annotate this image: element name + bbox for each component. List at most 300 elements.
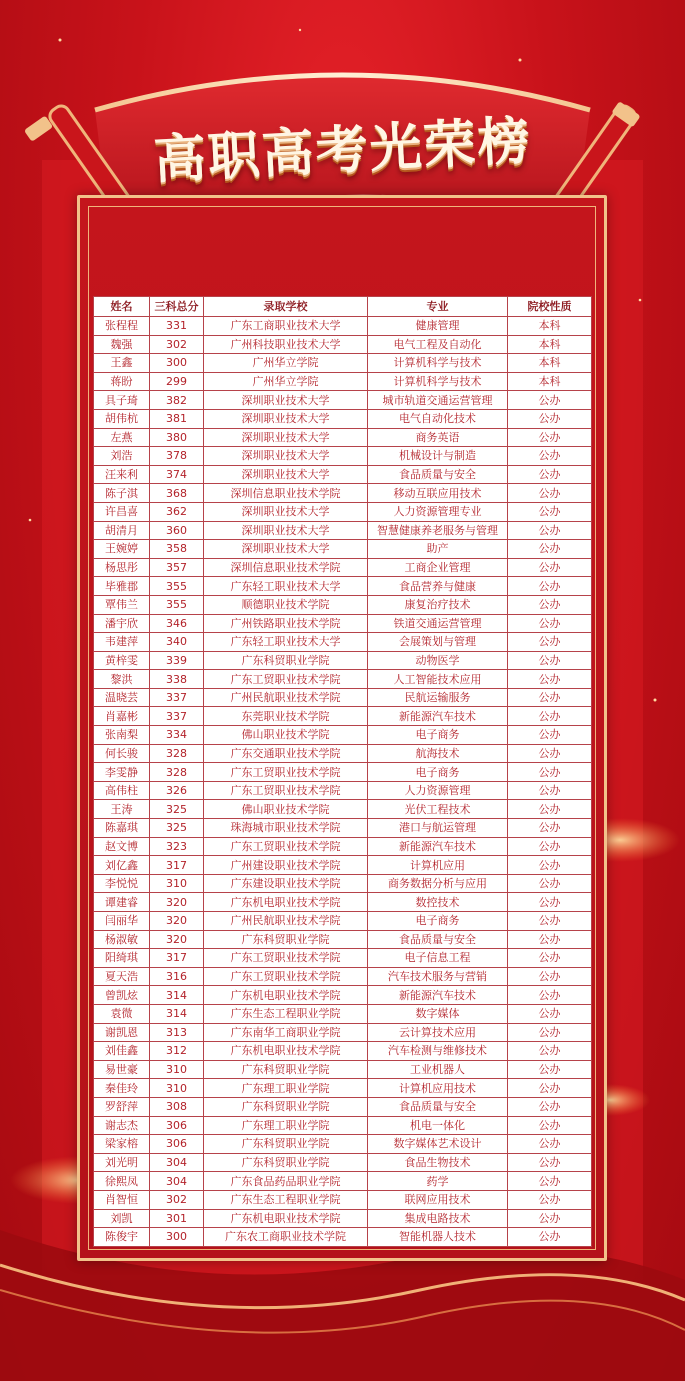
cell-major: 联网应用技术	[368, 1190, 508, 1209]
cell-school: 广州华立学院	[204, 354, 368, 373]
table-row	[94, 949, 592, 968]
cell-school-type: 公办	[508, 1116, 592, 1135]
cell-school-type: 公办	[508, 1135, 592, 1154]
cell-score: 325	[150, 800, 204, 819]
cell-school-type: 公办	[508, 763, 592, 782]
cell-major: 智慧健康养老服务与管理	[368, 521, 508, 540]
cell-school: 广东机电职业技术学院	[204, 986, 368, 1005]
cell-school-type: 公办	[508, 856, 592, 875]
cell-school-type: 公办	[508, 614, 592, 633]
table-row	[94, 912, 592, 931]
table-row	[94, 372, 592, 391]
honor-table-container	[93, 296, 591, 1247]
table-row	[94, 614, 592, 633]
cell-name: 谭建睿	[94, 893, 150, 912]
table-row	[94, 763, 592, 782]
cell-score: 338	[150, 670, 204, 689]
cell-name: 左燕	[94, 428, 150, 447]
cell-name: 袁微	[94, 1004, 150, 1023]
cell-school-type: 公办	[508, 558, 592, 577]
cell-major: 计算机应用	[368, 856, 508, 875]
cell-school: 广东机电职业技术学院	[204, 893, 368, 912]
cell-school-type: 公办	[508, 651, 592, 670]
cell-school: 广州民航职业技术学院	[204, 688, 368, 707]
cell-score: 300	[150, 1228, 204, 1247]
cell-school: 广东科贸职业学院	[204, 1153, 368, 1172]
table-row	[94, 595, 592, 614]
cell-name: 韦建萍	[94, 633, 150, 652]
table-row	[94, 447, 592, 466]
cell-major: 港口与航运管理	[368, 819, 508, 838]
cell-school-type: 公办	[508, 1228, 592, 1247]
cell-name: 赵文博	[94, 837, 150, 856]
cell-name: 杨思彤	[94, 558, 150, 577]
cell-name: 覃伟兰	[94, 595, 150, 614]
cell-score: 337	[150, 688, 204, 707]
cell-score: 382	[150, 391, 204, 410]
cell-name: 毕雅郡	[94, 577, 150, 596]
cell-score: 381	[150, 409, 204, 428]
cell-school-type: 公办	[508, 707, 592, 726]
cell-name: 刘凯	[94, 1209, 150, 1228]
cell-school-type: 公办	[508, 874, 592, 893]
cell-major: 新能源汽车技术	[368, 837, 508, 856]
cell-score: 357	[150, 558, 204, 577]
cell-school-type: 公办	[508, 967, 592, 986]
cell-major: 新能源汽车技术	[368, 707, 508, 726]
cell-school-type: 公办	[508, 800, 592, 819]
cell-school-type: 公办	[508, 1190, 592, 1209]
cell-name: 徐熙凤	[94, 1172, 150, 1191]
cell-school-type: 公办	[508, 1042, 592, 1061]
table-row	[94, 781, 592, 800]
cell-major: 数字媒体艺术设计	[368, 1135, 508, 1154]
cell-school-type: 公办	[508, 447, 592, 466]
cell-name: 杨淑敏	[94, 930, 150, 949]
cell-school: 广州建设职业技术学院	[204, 856, 368, 875]
cell-major: 食品质量与安全	[368, 930, 508, 949]
table-row	[94, 354, 592, 373]
header-name: 姓名	[94, 297, 150, 317]
cell-major: 康复治疗技术	[368, 595, 508, 614]
table-row	[94, 633, 592, 652]
cell-school-type: 公办	[508, 1079, 592, 1098]
cell-school: 广东交通职业技术学院	[204, 744, 368, 763]
cell-score: 320	[150, 912, 204, 931]
cell-major: 移动互联应用技术	[368, 484, 508, 503]
table-row	[94, 707, 592, 726]
cell-score: 378	[150, 447, 204, 466]
cell-school: 广东工贸职业技术学院	[204, 949, 368, 968]
cell-score: 360	[150, 521, 204, 540]
cell-school: 广东科贸职业学院	[204, 930, 368, 949]
cell-school: 深圳信息职业技术学院	[204, 558, 368, 577]
table-row	[94, 1042, 592, 1061]
table-row	[94, 986, 592, 1005]
cell-school: 广东轻工职业技术大学	[204, 577, 368, 596]
cell-score: 328	[150, 744, 204, 763]
cell-score: 304	[150, 1153, 204, 1172]
cell-school-type: 本科	[508, 372, 592, 391]
cell-score: 310	[150, 874, 204, 893]
cell-score: 325	[150, 819, 204, 838]
cell-score: 317	[150, 949, 204, 968]
cell-school: 广州科技职业技术大学	[204, 335, 368, 354]
cell-school: 广东生态工程职业学院	[204, 1004, 368, 1023]
table-row	[94, 428, 592, 447]
cell-name: 蒋盼	[94, 372, 150, 391]
cell-school: 广东工贸职业技术学院	[204, 781, 368, 800]
cell-major: 电子商务	[368, 763, 508, 782]
cell-school: 深圳职业技术大学	[204, 465, 368, 484]
honor-table	[93, 296, 592, 1247]
cell-school: 广东工贸职业技术学院	[204, 670, 368, 689]
cell-major: 人力资源管理专业	[368, 502, 508, 521]
cell-major: 云计算技术应用	[368, 1023, 508, 1042]
cell-score: 314	[150, 1004, 204, 1023]
table-row	[94, 1079, 592, 1098]
cell-score: 310	[150, 1079, 204, 1098]
cell-score: 308	[150, 1097, 204, 1116]
cell-school-type: 公办	[508, 1153, 592, 1172]
page-title: 高职高考光荣榜	[152, 111, 534, 191]
cell-score: 313	[150, 1023, 204, 1042]
cell-score: 302	[150, 335, 204, 354]
cell-score: 310	[150, 1060, 204, 1079]
cell-school: 广东科贸职业学院	[204, 1060, 368, 1079]
cell-school-type: 公办	[508, 577, 592, 596]
cell-school-type: 公办	[508, 1097, 592, 1116]
cell-score: 301	[150, 1209, 204, 1228]
cell-school-type: 本科	[508, 317, 592, 336]
cell-school-type: 公办	[508, 521, 592, 540]
cell-name: 胡清月	[94, 521, 150, 540]
cell-school: 广东农工商职业技术学院	[204, 1228, 368, 1247]
cell-major: 机械设计与制造	[368, 447, 508, 466]
table-row	[94, 1209, 592, 1228]
cell-score: 300	[150, 354, 204, 373]
cell-school-type: 公办	[508, 726, 592, 745]
cell-school-type: 公办	[508, 1004, 592, 1023]
cell-name: 陈俊宇	[94, 1228, 150, 1247]
cell-major: 电子商务	[368, 726, 508, 745]
cell-major: 食品营养与健康	[368, 577, 508, 596]
cell-school: 广东理工职业学院	[204, 1079, 368, 1098]
cell-school-type: 公办	[508, 502, 592, 521]
table-row	[94, 1190, 592, 1209]
cell-school: 广州铁路职业技术学院	[204, 614, 368, 633]
cell-school: 广东机电职业技术学院	[204, 1209, 368, 1228]
cell-school: 广东科贸职业学院	[204, 651, 368, 670]
cell-school: 深圳职业技术大学	[204, 502, 368, 521]
cell-major: 人力资源管理	[368, 781, 508, 800]
cell-school-type: 本科	[508, 335, 592, 354]
cell-major: 机电一体化	[368, 1116, 508, 1135]
cell-score: 312	[150, 1042, 204, 1061]
cell-major: 计算机科学与技术	[368, 354, 508, 373]
table-row	[94, 502, 592, 521]
table-row	[94, 391, 592, 410]
table-row	[94, 930, 592, 949]
table-header-row	[94, 297, 592, 317]
cell-name: 高伟柱	[94, 781, 150, 800]
cell-major: 计算机应用技术	[368, 1079, 508, 1098]
cell-school-type: 公办	[508, 837, 592, 856]
cell-school-type: 公办	[508, 540, 592, 559]
table-row	[94, 1153, 592, 1172]
cell-score: 358	[150, 540, 204, 559]
cell-major: 汽车技术服务与营销	[368, 967, 508, 986]
cell-school: 广东科贸职业学院	[204, 1135, 368, 1154]
cell-school-type: 公办	[508, 912, 592, 931]
cell-name: 秦佳玲	[94, 1079, 150, 1098]
cell-major: 食品质量与安全	[368, 1097, 508, 1116]
cell-score: 337	[150, 707, 204, 726]
cell-school: 广东工贸职业技术学院	[204, 837, 368, 856]
table-row	[94, 1135, 592, 1154]
cell-major: 计算机科学与技术	[368, 372, 508, 391]
cell-school-type: 公办	[508, 484, 592, 503]
cell-school-type: 公办	[508, 1209, 592, 1228]
cell-school: 广东轻工职业技术大学	[204, 633, 368, 652]
table-row	[94, 726, 592, 745]
table-row	[94, 484, 592, 503]
cell-score: 314	[150, 986, 204, 1005]
cell-name: 黎洪	[94, 670, 150, 689]
cell-name: 陈子淇	[94, 484, 150, 503]
cell-name: 李雯静	[94, 763, 150, 782]
cell-score: 355	[150, 595, 204, 614]
cell-score: 331	[150, 317, 204, 336]
table-row	[94, 1172, 592, 1191]
cell-school: 广东理工职业学院	[204, 1116, 368, 1135]
cell-school-type: 公办	[508, 670, 592, 689]
cell-name: 罗舒萍	[94, 1097, 150, 1116]
cell-major: 智能机器人技术	[368, 1228, 508, 1247]
cell-major: 会展策划与管理	[368, 633, 508, 652]
cell-name: 曾凯炫	[94, 986, 150, 1005]
cell-name: 王婉婷	[94, 540, 150, 559]
header-school: 录取学校	[204, 297, 368, 317]
table-row	[94, 800, 592, 819]
cell-school: 广州华立学院	[204, 372, 368, 391]
cell-school: 广东工贸职业技术学院	[204, 763, 368, 782]
cell-major: 健康管理	[368, 317, 508, 336]
cell-school-type: 公办	[508, 391, 592, 410]
cell-name: 谢志杰	[94, 1116, 150, 1135]
cell-score: 362	[150, 502, 204, 521]
cell-major: 电子商务	[368, 912, 508, 931]
table-row	[94, 540, 592, 559]
cell-score: 340	[150, 633, 204, 652]
cell-major: 数字媒体	[368, 1004, 508, 1023]
cell-major: 工商企业管理	[368, 558, 508, 577]
table-row	[94, 521, 592, 540]
cell-school-type: 公办	[508, 930, 592, 949]
cell-score: 317	[150, 856, 204, 875]
cell-major: 电气自动化技术	[368, 409, 508, 428]
cell-school: 深圳职业技术大学	[204, 521, 368, 540]
cell-school: 顺德职业技术学院	[204, 595, 368, 614]
table-row	[94, 1228, 592, 1247]
cell-school-type: 公办	[508, 428, 592, 447]
cell-name: 梁家榕	[94, 1135, 150, 1154]
cell-name: 李悦悦	[94, 874, 150, 893]
cell-major: 食品质量与安全	[368, 465, 508, 484]
cell-major: 电气工程及自动化	[368, 335, 508, 354]
cell-name: 刘亿鑫	[94, 856, 150, 875]
cell-school-type: 公办	[508, 819, 592, 838]
cell-major: 电子信息工程	[368, 949, 508, 968]
cell-major: 人工智能技术应用	[368, 670, 508, 689]
cell-school-type: 公办	[508, 688, 592, 707]
cell-score: 374	[150, 465, 204, 484]
cell-major: 工业机器人	[368, 1060, 508, 1079]
cell-name: 肖嘉彬	[94, 707, 150, 726]
cell-name: 刘浩	[94, 447, 150, 466]
cell-name: 具子琦	[94, 391, 150, 410]
header-major: 专业	[368, 297, 508, 317]
cell-score: 320	[150, 893, 204, 912]
cell-major: 商务英语	[368, 428, 508, 447]
table-row	[94, 335, 592, 354]
cell-school-type: 公办	[508, 465, 592, 484]
cell-school-type: 公办	[508, 633, 592, 652]
table-row	[94, 744, 592, 763]
cell-score: 299	[150, 372, 204, 391]
table-row	[94, 837, 592, 856]
table-row	[94, 874, 592, 893]
cell-school: 广东科贸职业学院	[204, 1097, 368, 1116]
cell-name: 魏强	[94, 335, 150, 354]
cell-name: 张程程	[94, 317, 150, 336]
cell-name: 谢凯恩	[94, 1023, 150, 1042]
cell-major: 城市轨道交通运营管理	[368, 391, 508, 410]
cell-school: 广东工贸职业技术学院	[204, 967, 368, 986]
table-row	[94, 317, 592, 336]
table-row	[94, 967, 592, 986]
cell-school: 深圳职业技术大学	[204, 428, 368, 447]
table-row	[94, 577, 592, 596]
cell-name: 何长骏	[94, 744, 150, 763]
cell-school: 广东南华工商职业学院	[204, 1023, 368, 1042]
cell-name: 刘佳鑫	[94, 1042, 150, 1061]
table-row	[94, 558, 592, 577]
cell-name: 闫丽华	[94, 912, 150, 931]
cell-school-type: 公办	[508, 1023, 592, 1042]
cell-score: 368	[150, 484, 204, 503]
cell-school: 深圳职业技术大学	[204, 409, 368, 428]
cell-name: 王鑫	[94, 354, 150, 373]
cell-school: 广州民航职业技术学院	[204, 912, 368, 931]
cell-major: 助产	[368, 540, 508, 559]
table-row	[94, 1004, 592, 1023]
cell-name: 易世豪	[94, 1060, 150, 1079]
cell-major: 航海技术	[368, 744, 508, 763]
cell-score: 355	[150, 577, 204, 596]
cell-school-type: 公办	[508, 595, 592, 614]
cell-school: 深圳职业技术大学	[204, 540, 368, 559]
cell-major: 药学	[368, 1172, 508, 1191]
header-school-type: 院校性质	[508, 297, 592, 317]
table-row	[94, 893, 592, 912]
cell-major: 数控技术	[368, 893, 508, 912]
cell-major: 食品生物技术	[368, 1153, 508, 1172]
cell-name: 刘光明	[94, 1153, 150, 1172]
cell-major: 集成电路技术	[368, 1209, 508, 1228]
cell-name: 汪来利	[94, 465, 150, 484]
cell-school: 东莞职业技术学院	[204, 707, 368, 726]
cell-school: 深圳职业技术大学	[204, 447, 368, 466]
cell-school: 深圳职业技术大学	[204, 391, 368, 410]
table-row	[94, 819, 592, 838]
cell-score: 316	[150, 967, 204, 986]
cell-school-type: 公办	[508, 781, 592, 800]
cell-score: 328	[150, 763, 204, 782]
cell-score: 323	[150, 837, 204, 856]
cell-name: 张南梨	[94, 726, 150, 745]
cell-name: 潘宇欣	[94, 614, 150, 633]
cell-score: 380	[150, 428, 204, 447]
cell-score: 320	[150, 930, 204, 949]
cell-school: 佛山职业技术学院	[204, 726, 368, 745]
cell-school-type: 公办	[508, 1060, 592, 1079]
cell-score: 346	[150, 614, 204, 633]
cell-school-type: 公办	[508, 409, 592, 428]
cell-score: 334	[150, 726, 204, 745]
table-row	[94, 1116, 592, 1135]
cell-major: 动物医学	[368, 651, 508, 670]
table-row	[94, 688, 592, 707]
cell-name: 夏天浩	[94, 967, 150, 986]
cell-name: 温晓芸	[94, 688, 150, 707]
cell-major: 铁道交通运营管理	[368, 614, 508, 633]
cell-name: 阳绮琪	[94, 949, 150, 968]
header-score: 三科总分	[150, 297, 204, 317]
table-row	[94, 409, 592, 428]
cell-school: 珠海城市职业技术学院	[204, 819, 368, 838]
table-row	[94, 1097, 592, 1116]
cell-name: 陈嘉琪	[94, 819, 150, 838]
cell-major: 商务数据分析与应用	[368, 874, 508, 893]
cell-school-type: 公办	[508, 893, 592, 912]
table-row	[94, 1023, 592, 1042]
cell-score: 306	[150, 1135, 204, 1154]
cell-name: 肖智恒	[94, 1190, 150, 1209]
cell-school: 佛山职业技术学院	[204, 800, 368, 819]
table-row	[94, 1060, 592, 1079]
cell-school: 深圳信息职业技术学院	[204, 484, 368, 503]
table-row	[94, 651, 592, 670]
cell-school-type: 公办	[508, 949, 592, 968]
cell-score: 339	[150, 651, 204, 670]
table-row	[94, 465, 592, 484]
table-row	[94, 670, 592, 689]
cell-name: 胡伟杭	[94, 409, 150, 428]
cell-school-type: 公办	[508, 744, 592, 763]
cell-school: 广东机电职业技术学院	[204, 1042, 368, 1061]
cell-score: 306	[150, 1116, 204, 1135]
cell-score: 326	[150, 781, 204, 800]
cell-school-type: 公办	[508, 1172, 592, 1191]
cell-name: 许昌喜	[94, 502, 150, 521]
cell-school: 广东生态工程职业学院	[204, 1190, 368, 1209]
cell-school-type: 公办	[508, 986, 592, 1005]
cell-school: 广东建设职业技术学院	[204, 874, 368, 893]
cell-school-type: 本科	[508, 354, 592, 373]
cell-major: 民航运输服务	[368, 688, 508, 707]
table-row	[94, 856, 592, 875]
